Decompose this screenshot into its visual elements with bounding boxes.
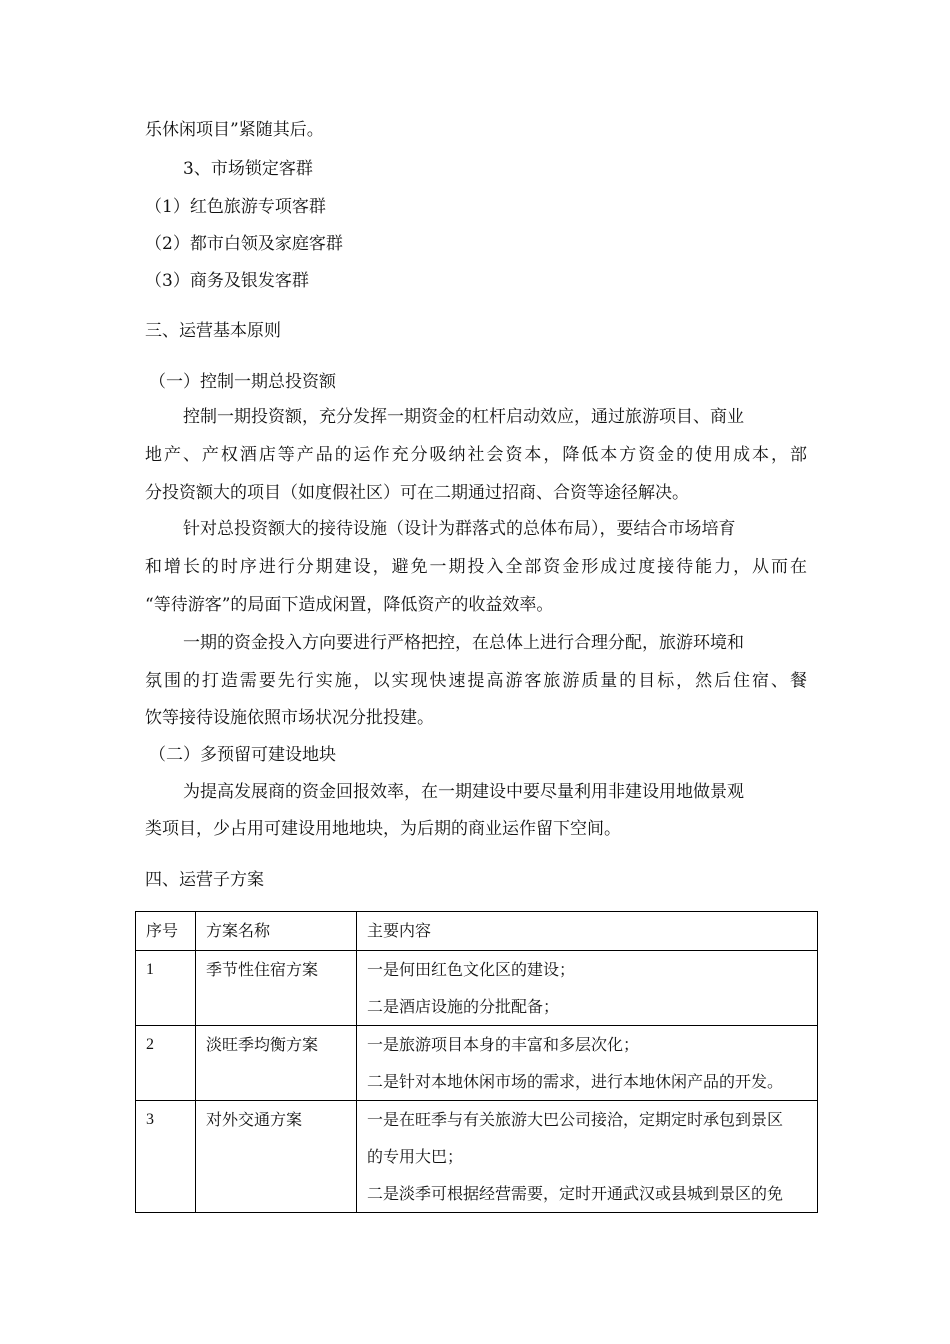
table-header-row	[136, 912, 818, 951]
operation-plan-table	[135, 911, 818, 1213]
table-row	[136, 951, 818, 1026]
plan-name: 对外交通方案	[196, 1101, 357, 1213]
plan-name: 季节性住宿方案	[196, 951, 357, 1026]
body-text-line: 一期的资金投入方向要进行严格把控，在总体上进行合理分配，旅游环境和	[183, 633, 744, 653]
body-text-line: 地产、产权酒店等产品的运作充分吸纳社会资本，降低本方资金的使用成本，部	[145, 445, 807, 465]
table-row	[136, 1026, 818, 1101]
subsection-heading-2: （二）多预留可建设地块	[149, 745, 336, 765]
body-text-line: 为提高发展商的资金回报效率，在一期建设中要尽量利用非建设用地做景观	[183, 782, 744, 802]
plan-name: 淡旺季均衡方案	[196, 1026, 357, 1101]
content-line: 一是在旺季与有关旅游大巴公司接洽，定期定时承包到景区	[367, 1110, 784, 1129]
body-text-line: 氛围的打造需要先行实施，以实现快速提高游客旅游质量的目标，然后住宿、餐	[145, 671, 807, 691]
body-text-line: 和增长的时序进行分期建设，避免一期投入全部资金形成过度接待能力，从而在	[145, 557, 807, 577]
list-item: （1）红色旅游专项客群	[145, 197, 326, 217]
plan-content	[357, 1101, 818, 1213]
list-item: （2）都市白领及家庭客群	[145, 234, 343, 254]
content-line: 的专用大巴；	[367, 1147, 464, 1166]
paragraph-continuation: 乐休闲项目”紧随其后。	[145, 120, 324, 140]
content-line: 二是酒店设施的分批配备；	[367, 997, 560, 1016]
body-text-line: 针对总投资额大的接待设施（设计为群落式的总体布局），要结合市场培育	[183, 519, 736, 539]
table-row	[136, 1101, 818, 1213]
row-number: 3	[136, 1101, 196, 1213]
subheading-market-segments: 3、市场锁定客群	[183, 159, 313, 179]
plan-content	[357, 951, 818, 1026]
list-item: （3）商务及银发客群	[145, 271, 309, 291]
section-heading-3: 三、运营基本原则	[145, 321, 281, 341]
table-header-cell: 序号	[136, 912, 196, 951]
table-header-cell: 主要内容	[357, 912, 818, 951]
body-text-line: “等待游客”的局面下造成闲置，降低资产的收益效率。	[145, 595, 554, 615]
plan-content	[357, 1026, 818, 1101]
content-line: 一是旅游项目本身的丰富和多层次化；	[367, 1035, 640, 1054]
content-line: 一是何田红色文化区的建设；	[367, 960, 576, 979]
subsection-heading-1: （一）控制一期总投资额	[149, 372, 336, 392]
section-heading-4: 四、运营子方案	[145, 870, 264, 890]
content-line: 二是淡季可根据经营需要，定时开通武汉或县城到景区的免	[367, 1184, 784, 1203]
content-line: 二是针对本地休闲市场的需求，进行本地休闲产品的开发。	[367, 1072, 784, 1091]
body-text-line: 控制一期投资额，充分发挥一期资金的杠杆启动效应，通过旅游项目、商业	[183, 407, 744, 427]
body-text-line: 类项目，少占用可建设用地地块，为后期的商业运作留下空间。	[145, 819, 621, 839]
table-header-cell: 方案名称	[196, 912, 357, 951]
row-number: 1	[136, 951, 196, 1026]
row-number: 2	[136, 1026, 196, 1101]
body-text-line: 饮等接待设施依照市场状况分批投建。	[145, 708, 434, 728]
body-text-line: 分投资额大的项目（如度假社区）可在二期通过招商、合资等途径解决。	[145, 483, 689, 503]
